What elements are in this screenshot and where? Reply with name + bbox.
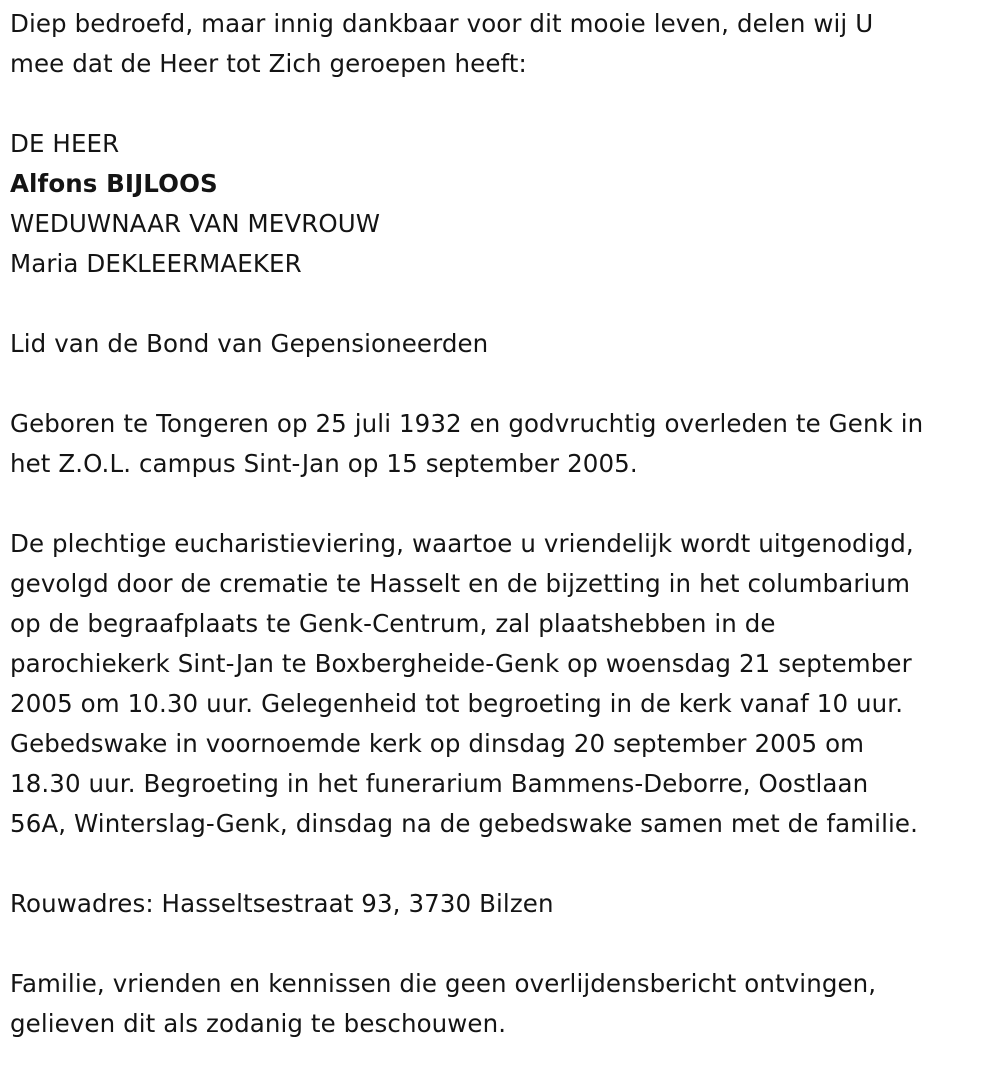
intro-line-1: Diep bedroefd, maar innig dankbaar voor dit mooie leven, delen wij U bbox=[10, 9, 874, 38]
birth-death-line-2: het Z.O.L. campus Sint-Jan op 15 september 2005. bbox=[10, 449, 638, 478]
ceremony-line-8: 56A, Winterslag-Genk, dinsdag na de gebedswake samen met de familie. bbox=[10, 809, 918, 838]
ceremony-line-3: op de begraafplaats te Genk-Centrum, zal plaatshebben in de bbox=[10, 609, 776, 638]
ceremony-line-6: Gebedswake in voornoemde kerk op dinsdag 20 september 2005 om bbox=[10, 729, 865, 758]
paragraph-spacer bbox=[10, 364, 990, 404]
deceased-block bbox=[10, 124, 990, 284]
membership-line: Lid van de Bond van Gepensioneerden bbox=[10, 329, 489, 358]
deceased-title: DE HEER bbox=[10, 129, 120, 158]
paragraph-spacer bbox=[10, 84, 990, 124]
closing-paragraph bbox=[10, 964, 990, 1044]
deceased-name: Alfons BIJLOOS bbox=[10, 169, 218, 198]
ceremony-paragraph bbox=[10, 524, 990, 844]
birth-death-paragraph bbox=[10, 404, 990, 484]
intro-paragraph bbox=[10, 4, 990, 84]
spouse-name: Maria DEKLEERMAEKER bbox=[10, 249, 302, 278]
ceremony-line-4: parochiekerk Sint-Jan te Boxbergheide-Genk op woensdag 21 september bbox=[10, 649, 912, 678]
intro-line-2: mee dat de Heer tot Zich geroepen heeft: bbox=[10, 49, 527, 78]
ceremony-line-2: gevolgd door de crematie te Hasselt en de bijzetting in het columbarium bbox=[10, 569, 911, 598]
paragraph-spacer bbox=[10, 844, 990, 884]
paragraph-spacer bbox=[10, 924, 990, 964]
ceremony-line-7: 18.30 uur. Begroeting in het funerarium Bammens-Deborre, Oostlaan bbox=[10, 769, 869, 798]
closing-line-2: gelieven dit als zodanig te beschouwen. bbox=[10, 1009, 507, 1038]
deceased-relation: WEDUWNAAR VAN MEVROUW bbox=[10, 209, 381, 238]
ceremony-line-5: 2005 om 10.30 uur. Gelegenheid tot begroeting in de kerk vanaf 10 uur. bbox=[10, 689, 904, 718]
ceremony-line-1: De plechtige eucharistieviering, waartoe u vriendelijk wordt uitgenodigd, bbox=[10, 529, 914, 558]
paragraph-spacer bbox=[10, 284, 990, 324]
paragraph-spacer bbox=[10, 484, 990, 524]
birth-death-line-1: Geboren te Tongeren op 25 juli 1932 en godvruchtig overleden te Genk in bbox=[10, 409, 924, 438]
mourning-address: Rouwadres: Hasseltsestraat 93, 3730 Bilzen bbox=[10, 889, 554, 918]
closing-line-1: Familie, vrienden en kennissen die geen overlijdensbericht ontvingen, bbox=[10, 969, 877, 998]
